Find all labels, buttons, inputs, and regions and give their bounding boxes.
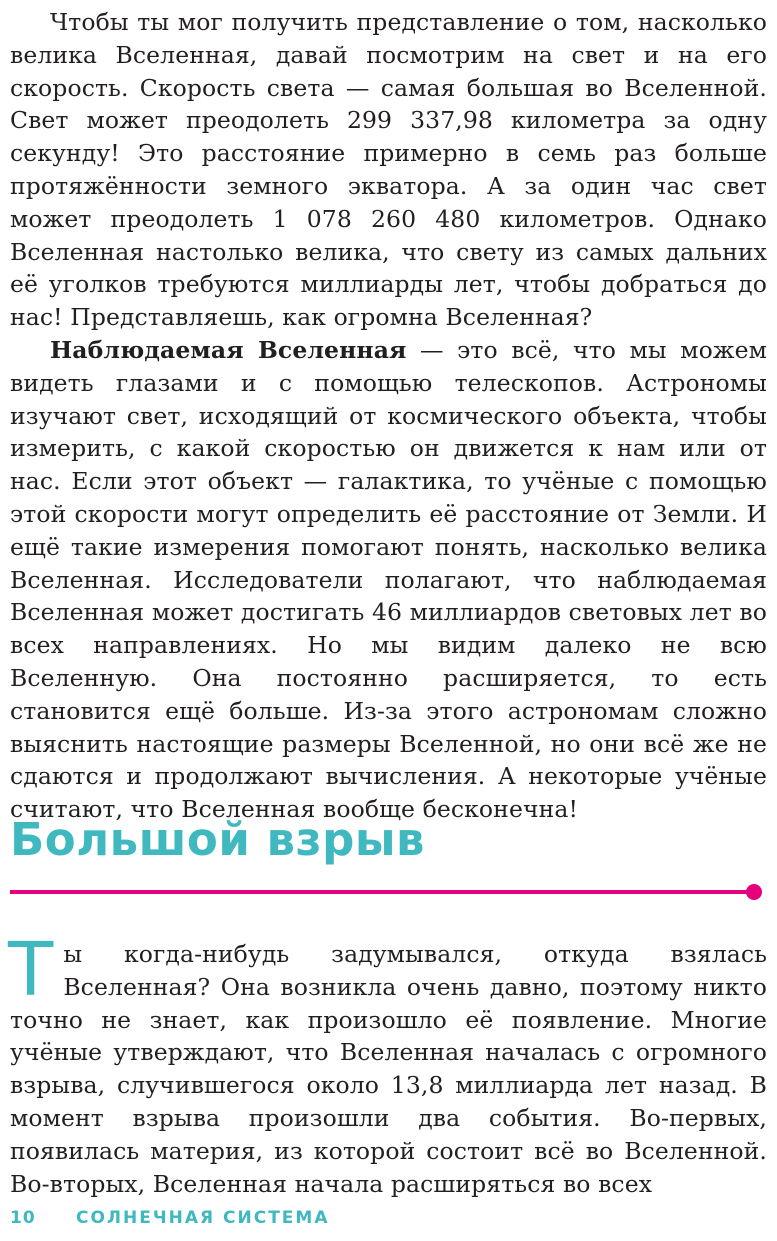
- term-observable-universe: Наблюдаемая Вселенная: [50, 335, 407, 364]
- page-number: 10: [10, 1208, 36, 1228]
- section-heading-block: [10, 812, 767, 868]
- heading-underline: [10, 890, 749, 894]
- page-footer: [10, 1207, 329, 1229]
- body-text-upper: [10, 6, 767, 826]
- heading-underline-dot: [746, 884, 762, 900]
- drop-cap: Т: [8, 927, 54, 1013]
- paragraph-speed-of-light: Чтобы ты мог получить представление о том, насколько велика Вселенная, давай посмотрим на свет и на его скорость. Скорость света — самая большая во Вселенной. Свет может преодолеть 299 337,98 километра за одну секунду! Это расстояние примерно в семь раз больше протяжённости земного экватора. А за один час свет может преодолеть 1 078 260 480 километров. Однако Вселенная настолько велика, что свету из самых дальних её уголков требуются миллиарды лет, чтобы добраться до нас! Представляешь, как огромна Вселенная?: [10, 8, 767, 332]
- paragraph-big-bang-text: ы когда-нибудь задумывался, откуда взялась Вселенная? Она возникла очень давно, поэтому никто точно не знает, как произошло её появление. Многие учёные утверждают, что Вселенная началась с огромного взрыва, случившегося около 13,8 миллиарда лет назад. В момент взрыва произошли два события. Во-первых, появилась материя, из которой состоит всё во Вселенной. Во-вторых, Вселенная начала расширяться во всех: [10, 940, 767, 1198]
- paragraph-observable-universe-text: — это всё, что мы можем видеть глазами и с помощью телескопов. Астрономы изучают свет, исходящий от космического объекта, чтобы измерить, с какой скоростью он движется к нам или от нас. Если этот объект — галактика, то учёные с помощью этой скорости могут определить её расстояние от Земли. И ещё такие измерения помогают понять, насколько велика Вселенная. Исследователи полагают, что наблюдаемая Вселенная может достигать 46 миллиардов световых лет во всех направлениях. Но мы видим далеко не всю Вселенную. Она постоянно расширяется, то есть становится ещё больше. Из-за этого астрономам сложно выяснить настоящие размеры Вселенной, но они всё же не сдаются и продолжают вычисления. А некоторые учёные считают, что Вселенная вообще бесконечна!: [10, 335, 767, 824]
- paragraph-observable-universe: [10, 334, 767, 826]
- paragraph-big-bang: [8, 927, 767, 1200]
- section-heading: Большой взрыв: [10, 813, 426, 866]
- body-text-big-bang: [8, 927, 767, 1200]
- running-title: СОЛНЕЧНАЯ СИСТЕМА: [76, 1208, 330, 1228]
